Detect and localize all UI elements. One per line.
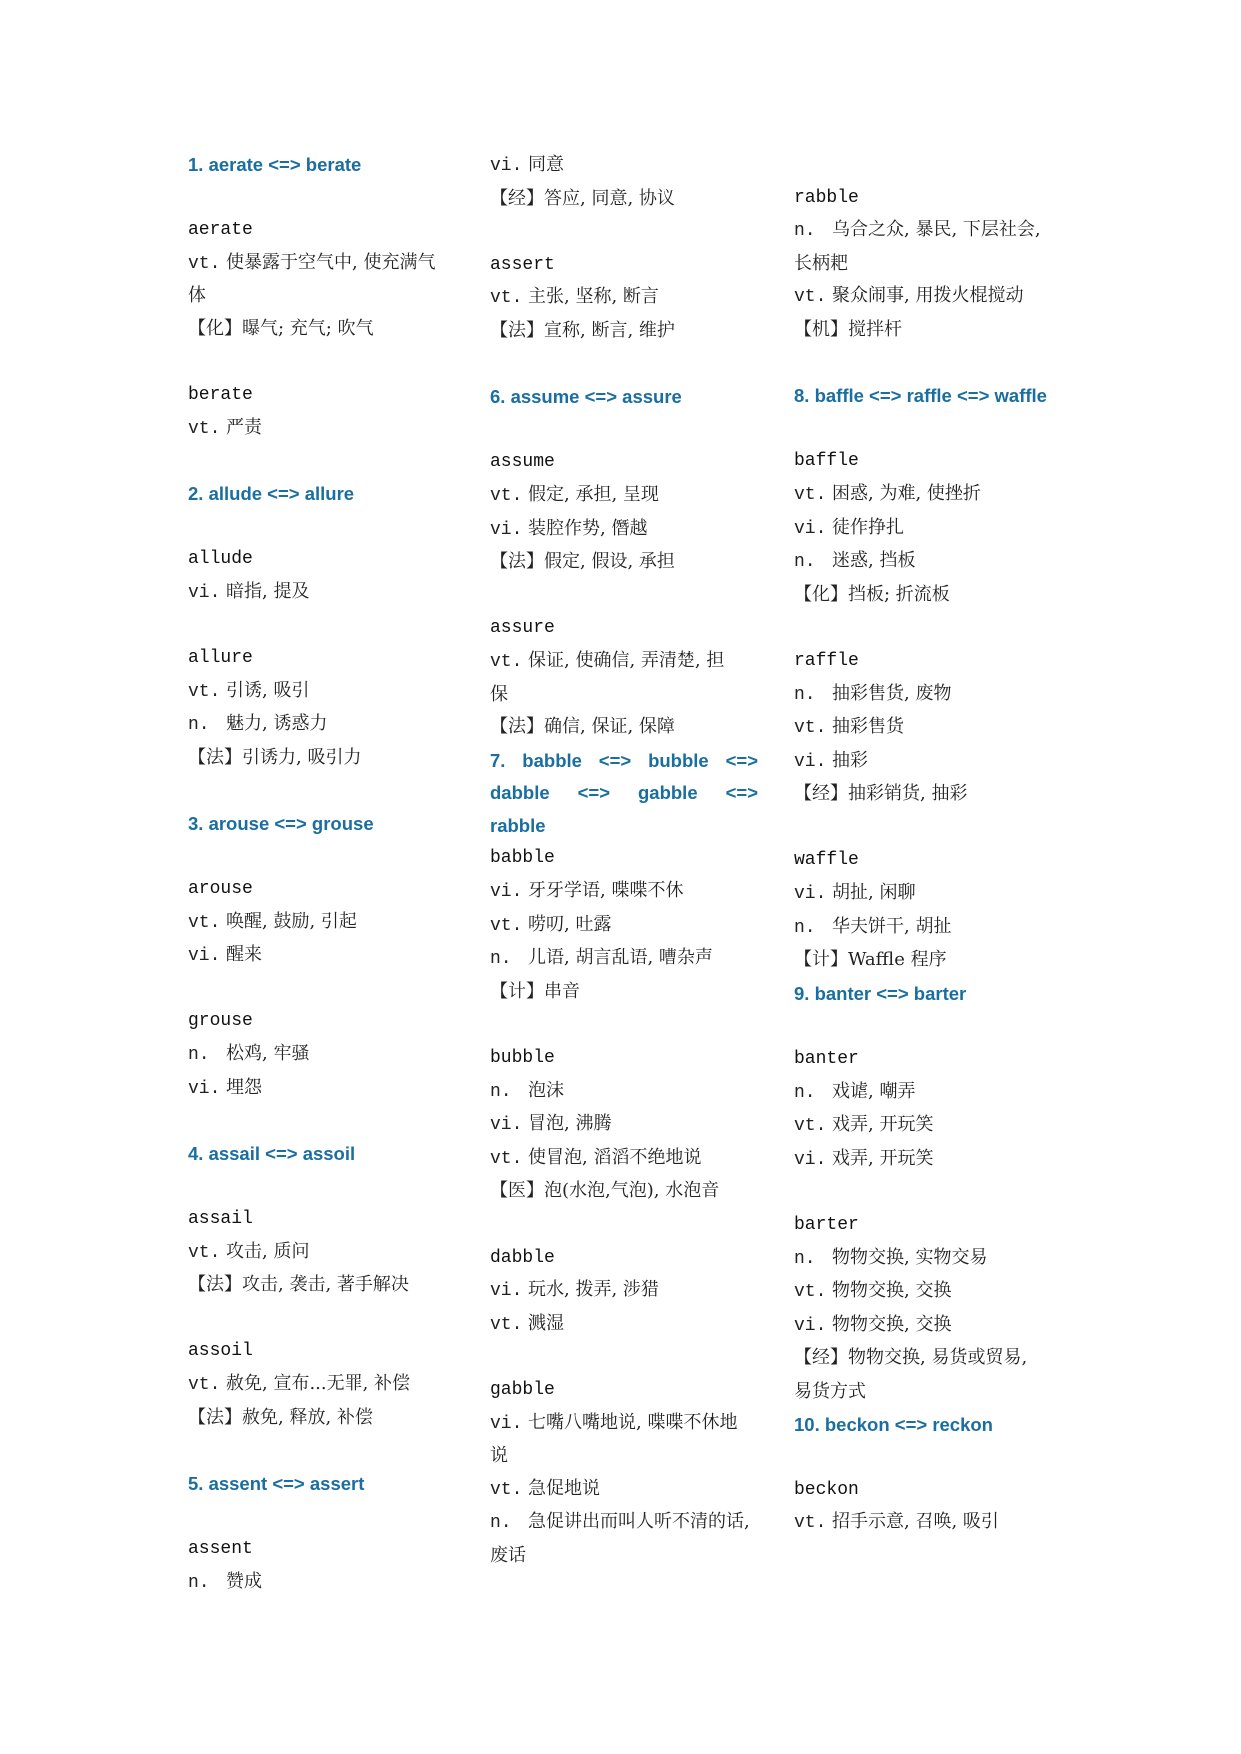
definition-line (490, 1407, 758, 1441)
blank-line (490, 580, 758, 613)
headword: assent (188, 1538, 253, 1559)
definition-text: 挡板; 折流板 (848, 583, 950, 605)
headword: assail (188, 1209, 253, 1229)
definition-line (490, 149, 758, 183)
definition-line (490, 1175, 758, 1209)
definition-text: 唤醒, 鼓励, 引起 (226, 910, 357, 932)
definition-line (188, 1566, 456, 1600)
part-of-speech-label: vt. (490, 915, 523, 936)
entry-group-heading: 3. arouse <=> grouse (188, 812, 374, 834)
definition-text: 埋怨 (226, 1076, 262, 1098)
definition-line (188, 742, 456, 776)
definition-line (490, 909, 758, 943)
definition-text: 赞成 (226, 1570, 262, 1592)
definition-text: 儿语, 胡言乱语, 嘈杂声 (528, 947, 713, 969)
part-of-speech-label: 【计】 (490, 982, 544, 1003)
blank-line (188, 1435, 456, 1468)
definition-continuation: 废话 (490, 1544, 526, 1566)
definition-text: 溅湿 (528, 1312, 564, 1334)
entry-group-heading: 2. allude <=> allure (188, 482, 355, 504)
column-3 (794, 149, 1064, 1540)
part-of-speech-label: vi. (794, 884, 827, 905)
part-of-speech-label: vt. (794, 1282, 827, 1303)
definition-line (794, 512, 1064, 546)
part-of-speech-label: vi. (490, 1281, 523, 1302)
headword: berate (188, 385, 253, 406)
headword: assume (490, 452, 555, 473)
blank-line (794, 612, 1064, 645)
part-of-speech-label: vt. (188, 418, 221, 439)
definition-text: 物物交换, 实物交易 (832, 1246, 988, 1268)
part-of-speech-label: 【法】 (188, 1408, 242, 1429)
blank-line (188, 1500, 456, 1533)
blank-line (188, 182, 456, 215)
definition-text: 宣称, 断言, 维护 (544, 319, 675, 341)
part-of-speech-label: 【化】 (188, 319, 242, 340)
headword: bubble (490, 1048, 555, 1069)
headword: assert (490, 254, 555, 275)
definition-text: 戏弄, 开玩笑 (832, 1114, 934, 1136)
part-of-speech-label: vi. (490, 519, 523, 540)
part-of-speech-label: n. (188, 1572, 210, 1593)
part-of-speech-label: n. (794, 1248, 816, 1269)
part-of-speech-label: n. (794, 1082, 816, 1103)
definition-line (490, 546, 758, 580)
definition-text: 魅力, 诱惑力 (226, 713, 328, 735)
definition-text: 保证, 使确信, 弄清楚, 担 (528, 649, 725, 671)
definition-text: 物物交换, 易货或贸易, (848, 1347, 1028, 1369)
entry-group-heading: 8. baffle <=> raffle <=> waffle (794, 385, 1047, 407)
part-of-speech-label: 【经】 (490, 189, 544, 210)
definition-text: 搅拌杆 (848, 318, 902, 340)
part-of-speech-label: n. (794, 221, 816, 242)
definition-line (794, 1275, 1064, 1309)
definition-text: 迷惑, 挡板 (832, 550, 916, 572)
part-of-speech-label: n. (794, 552, 816, 573)
part-of-speech-label: vi. (490, 882, 523, 903)
headword: rabble (794, 187, 859, 208)
definition-text: 泡(水泡,气泡), 水泡音 (544, 1180, 720, 1202)
definition-text: 松鸡, 牢骚 (226, 1043, 310, 1065)
part-of-speech-label: vt. (490, 651, 523, 672)
definition-text: 引诱力, 吸引力 (242, 746, 362, 768)
definition-line (490, 1506, 758, 1540)
definition-text: 攻击, 质问 (226, 1240, 310, 1262)
definition-text: 装腔作势, 僭越 (528, 517, 648, 539)
definition-text: 急促讲出而叫人听不清的话, (528, 1511, 750, 1533)
headword: baffle (794, 451, 859, 472)
definition-line (490, 1308, 758, 1342)
blank-line (794, 1176, 1064, 1209)
definition-text: 使暴露于空气中, 使充满气 (226, 251, 436, 273)
part-of-speech-label: n. (188, 1045, 210, 1066)
blank-line (188, 1303, 456, 1336)
part-of-speech-label: vi. (188, 582, 221, 603)
headword: raffle (794, 650, 859, 671)
definition-text: 严责 (226, 416, 262, 438)
part-of-speech-label: n. (794, 917, 816, 938)
headword: banter (794, 1049, 859, 1070)
headword: waffle (794, 850, 859, 871)
part-of-speech-label: vt. (188, 253, 221, 274)
column-2 (490, 149, 758, 1573)
definition-text: 困惑, 为难, 使挫折 (832, 482, 981, 504)
definition-text: 急促地说 (528, 1477, 600, 1499)
definition-continuation: 长柄耙 (794, 252, 848, 274)
blank-line (490, 1009, 758, 1042)
headword: allude (188, 549, 253, 570)
entry-group-heading: 6. assume <=> assure (490, 386, 682, 408)
definition-text: 招手示意, 召唤, 吸引 (832, 1511, 999, 1533)
blank-line (794, 812, 1064, 845)
part-of-speech-label: 【医】 (490, 1182, 544, 1203)
definition-line (188, 313, 456, 347)
headword: arouse (188, 879, 253, 900)
part-of-speech-label: n. (794, 684, 816, 705)
definition-line (490, 976, 758, 1010)
definition-text: 抽彩售货, 废物 (832, 682, 952, 704)
definition-text: 冒泡, 沸腾 (528, 1113, 612, 1135)
part-of-speech-label: vt. (794, 484, 827, 505)
definition-text: 徒作挣扎 (832, 516, 904, 538)
part-of-speech-label: vt. (490, 485, 523, 506)
definition-continuation: 易货方式 (794, 1380, 866, 1402)
definition-line (794, 1076, 1064, 1110)
definition-line (188, 412, 456, 446)
definition-text: 物物交换, 交换 (832, 1280, 952, 1302)
entry-group-heading: 4. assail <=> assoil (188, 1142, 356, 1164)
definition-text: 曝气; 充气; 吹气 (242, 317, 374, 339)
definition-line (794, 1143, 1064, 1177)
definition-text: 假定, 承担, 呈现 (528, 483, 659, 505)
blank-line (794, 1441, 1064, 1474)
definition-text: 确信, 保证, 保障 (544, 716, 675, 738)
blank-line (188, 1105, 456, 1138)
definition-line (794, 579, 1064, 613)
entry-group-heading: 10. beckon <=> reckon (794, 1413, 993, 1435)
definition-text: 同意 (528, 154, 564, 175)
definition-text: 假定, 假设, 承担 (544, 551, 675, 573)
definition-line (188, 1072, 456, 1106)
part-of-speech-label: vt. (490, 1479, 523, 1500)
part-of-speech-label: n. (490, 949, 512, 970)
definition-text: 泡沫 (528, 1079, 564, 1101)
definition-line (188, 1269, 456, 1303)
definition-continuation: 保 (490, 683, 508, 705)
definition-line (490, 711, 758, 745)
definition-text: 醒来 (226, 944, 262, 966)
definition-text: 使冒泡, 滔滔不绝地说 (528, 1146, 702, 1168)
definition-text: 七嘴八嘴地说, 喋喋不休地 (528, 1411, 738, 1433)
definition-line (794, 545, 1064, 579)
part-of-speech-label: n. (490, 1513, 512, 1534)
blank-line (794, 348, 1064, 381)
definition-line (794, 314, 1064, 348)
definition-line (490, 513, 758, 547)
blank-line (188, 775, 456, 808)
part-of-speech-label: 【经】 (794, 1349, 848, 1370)
definition-text: 抽彩销货, 抽彩 (848, 783, 968, 805)
definition-line (794, 711, 1064, 745)
headword: aerate (188, 220, 253, 241)
definition-line (490, 1142, 758, 1176)
definition-line (188, 1402, 456, 1436)
part-of-speech-label: vi. (794, 1149, 827, 1170)
headword: assure (490, 618, 555, 639)
headword: dabble (490, 1247, 555, 1268)
definition-line (188, 1236, 456, 1270)
part-of-speech-label: vt. (188, 912, 221, 933)
definition-line (794, 1242, 1064, 1276)
definition-line (490, 1274, 758, 1308)
definition-line (794, 1109, 1064, 1143)
definition-text: 攻击, 袭击, 著手解决 (242, 1274, 409, 1296)
definition-line (490, 479, 758, 513)
blank-line (490, 349, 758, 382)
definition-text: 串音 (544, 980, 580, 1002)
blank-line (188, 347, 456, 380)
headword: allure (188, 647, 253, 668)
part-of-speech-label: vt. (794, 1513, 827, 1534)
definition-line (794, 778, 1064, 812)
definition-line (794, 944, 1064, 978)
definition-text: 暗指, 提及 (226, 580, 310, 602)
definition-text: 戏谑, 嘲弄 (832, 1080, 916, 1102)
definition-text: 赦免, 宣布...无罪, 补偿 (226, 1372, 411, 1394)
definition-line (188, 247, 456, 281)
definition-text: 答应, 同意, 协议 (544, 187, 675, 209)
part-of-speech-label: vi. (188, 946, 221, 967)
definition-line (794, 911, 1064, 945)
definition-line (794, 280, 1064, 314)
definition-text: 抽彩 (832, 749, 868, 771)
definition-line (490, 942, 758, 976)
headword: grouse (188, 1011, 253, 1032)
definition-text: 胡扯, 闲聊 (832, 882, 916, 904)
definition-line (188, 1368, 456, 1402)
headword: beckon (794, 1479, 859, 1500)
definition-line (188, 675, 456, 709)
blank-line (188, 1170, 456, 1203)
definition-text: 华夫饼干, 胡扯 (832, 915, 952, 937)
blank-line (490, 216, 758, 249)
definition-line (794, 745, 1064, 779)
blank-line (188, 445, 456, 478)
part-of-speech-label: vi. (490, 1115, 523, 1136)
part-of-speech-label: vi. (188, 1078, 221, 1099)
blank-line (188, 511, 456, 544)
part-of-speech-label: vt. (490, 1148, 523, 1169)
definition-line (490, 1075, 758, 1109)
part-of-speech-label: vi. (794, 1315, 827, 1336)
definition-line (490, 1473, 758, 1507)
part-of-speech-label: 【化】 (794, 585, 848, 606)
part-of-speech-label: vt. (188, 681, 221, 702)
entry-group-heading: 1. aerate <=> berate (188, 154, 362, 175)
definition-line (490, 315, 758, 349)
part-of-speech-label: 【经】 (794, 785, 848, 806)
definition-line (490, 183, 758, 217)
definition-line (794, 214, 1064, 248)
part-of-speech-label: vi. (490, 1413, 523, 1434)
definition-text: 乌合之众, 暴民, 下层社会, (832, 219, 1041, 241)
entry-group-heading: 5. assent <=> assert (188, 1472, 365, 1494)
definition-line (188, 576, 456, 610)
definition-text: 聚众闹事, 用拨火棍搅动 (832, 285, 1024, 307)
definition-line (794, 478, 1064, 512)
blank-line (188, 840, 456, 873)
part-of-speech-label: vt. (188, 1374, 221, 1395)
part-of-speech-label: vi. (490, 156, 523, 176)
part-of-speech-label: vt. (188, 1242, 221, 1263)
part-of-speech-label: vt. (794, 287, 827, 308)
part-of-speech-label: 【法】 (490, 718, 544, 739)
definition-continuation: 体 (188, 285, 206, 307)
definition-line (794, 1506, 1064, 1540)
part-of-speech-label: 【法】 (188, 1276, 242, 1297)
blank-line (490, 1341, 758, 1374)
definition-line (188, 708, 456, 742)
definition-line (188, 906, 456, 940)
definition-text: 唠叨, 吐露 (528, 913, 612, 935)
part-of-speech-label: 【计】 (794, 951, 848, 972)
definition-text: 戏弄, 开玩笑 (832, 1147, 934, 1169)
definition-text: Waffle 程序 (848, 949, 947, 971)
part-of-speech-label: vi. (794, 751, 827, 772)
definition-line (794, 1309, 1064, 1343)
part-of-speech-label: vt. (794, 718, 827, 739)
part-of-speech-label: 【法】 (490, 553, 544, 574)
part-of-speech-label: vt. (490, 288, 523, 309)
definition-text: 主张, 坚称, 断言 (528, 286, 659, 308)
part-of-speech-label: vi. (794, 518, 827, 539)
definition-line (490, 645, 758, 679)
definition-line (490, 281, 758, 315)
entry-group-heading: 7. babble <=> bubble <=> dabble <=> gabble <=> rabble (490, 749, 758, 836)
blank-line (188, 609, 456, 642)
definition-text: 玩水, 拨弄, 涉猎 (528, 1279, 659, 1301)
blank-line (490, 414, 758, 447)
definition-text: 抽彩售货 (832, 716, 904, 738)
definition-line (490, 875, 758, 909)
headword: babble (490, 848, 555, 869)
part-of-speech-label: 【法】 (490, 321, 544, 342)
definition-line (794, 877, 1064, 911)
blank-line (794, 149, 1064, 182)
part-of-speech-label: 【法】 (188, 748, 242, 769)
definition-text: 牙牙学语, 喋喋不休 (528, 880, 684, 902)
definition-text: 引诱, 吸引 (226, 679, 310, 701)
part-of-speech-label: n. (490, 1081, 512, 1102)
entry-group-heading: 9. banter <=> barter (794, 982, 967, 1004)
headword: gabble (490, 1379, 555, 1400)
definition-text: 赦免, 释放, 补偿 (242, 1406, 373, 1428)
column-1 (188, 149, 456, 1599)
definition-line (188, 939, 456, 973)
blank-line (188, 973, 456, 1006)
headword: assoil (188, 1341, 253, 1362)
blank-line (794, 1010, 1064, 1043)
definition-continuation: 说 (490, 1445, 508, 1467)
part-of-speech-label: n. (188, 715, 210, 736)
blank-line (490, 1209, 758, 1242)
part-of-speech-label: vt. (794, 1116, 827, 1137)
headword: barter (794, 1215, 859, 1235)
part-of-speech-label: 【机】 (794, 320, 848, 341)
definition-text: 物物交换, 交换 (832, 1313, 952, 1335)
blank-line (794, 413, 1064, 446)
definition-line (188, 1038, 456, 1072)
definition-line (490, 1108, 758, 1142)
part-of-speech-label: vt. (490, 1314, 523, 1335)
definition-line (794, 1342, 1064, 1376)
definition-line (794, 678, 1064, 712)
